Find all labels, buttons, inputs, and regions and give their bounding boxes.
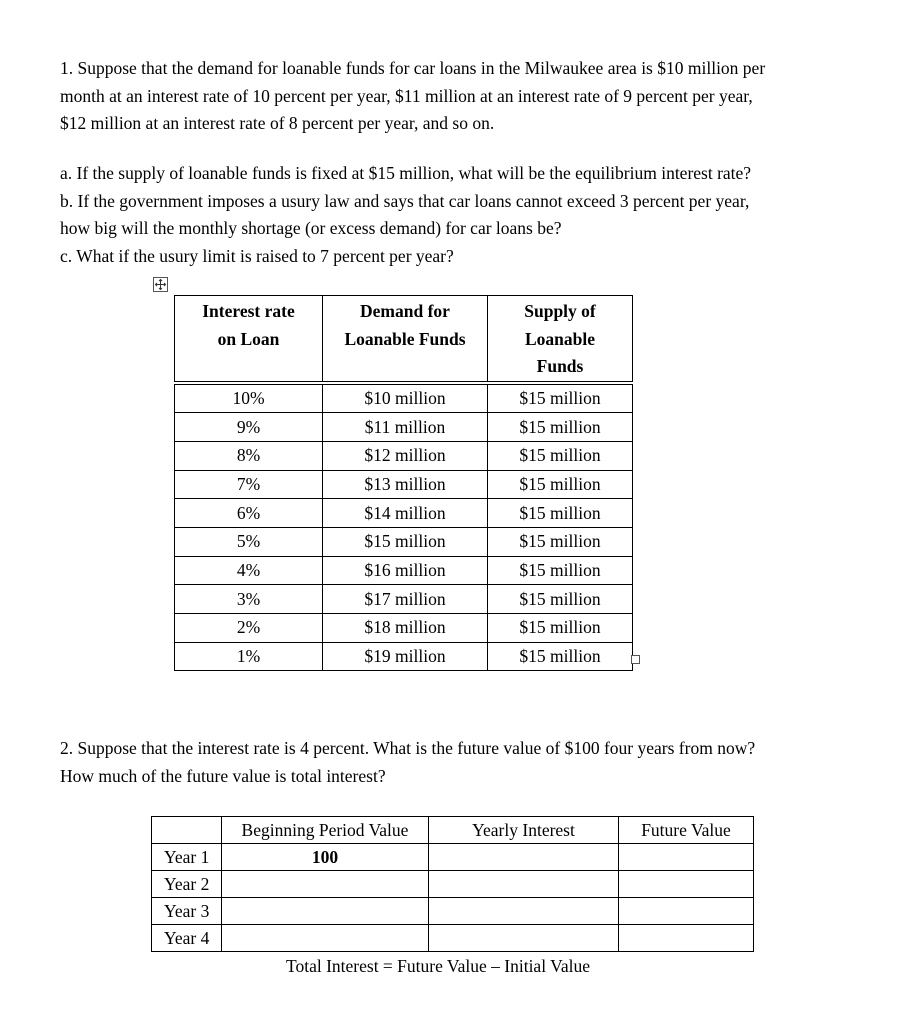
beginning-value-cell[interactable]	[222, 898, 429, 925]
demand-cell: $18 million	[323, 614, 488, 643]
future-value-cell[interactable]	[619, 844, 754, 871]
demand-cell: $13 million	[323, 470, 488, 499]
demand-cell: $16 million	[323, 556, 488, 585]
future-value-cell[interactable]	[619, 925, 754, 952]
header-line: Loanable	[524, 328, 596, 349]
interest-rate-cell: 3%	[175, 585, 323, 614]
supply-cell: $15 million	[488, 441, 633, 470]
supply-cell: $15 million	[488, 527, 633, 556]
year-label: Year 1	[152, 844, 222, 871]
question-2-intro	[60, 735, 880, 790]
header-supply	[488, 296, 633, 383]
year-label: Year 4	[152, 925, 222, 952]
year-label: Year 3	[152, 898, 222, 925]
table-row	[175, 441, 633, 470]
demand-cell: $17 million	[323, 585, 488, 614]
table-row	[175, 527, 633, 556]
table-row	[175, 585, 633, 614]
supply-cell: $15 million	[488, 470, 633, 499]
supply-cell: $15 million	[488, 383, 633, 413]
demand-cell: $19 million	[323, 642, 488, 671]
future-value-header-row	[152, 817, 754, 844]
beginning-value-cell[interactable]: 100	[222, 844, 429, 871]
interest-rate-cell: 5%	[175, 527, 323, 556]
yearly-interest-cell[interactable]	[429, 871, 619, 898]
demand-cell: $12 million	[323, 441, 488, 470]
header-interest-rate	[175, 296, 323, 383]
interest-rate-cell: 6%	[175, 499, 323, 528]
part-b-text-continued: how big will the monthly shortage (or excess demand) for car loans be?	[60, 218, 562, 238]
interest-rate-cell: 4%	[175, 556, 323, 585]
question-1-intro	[60, 55, 880, 138]
table-resize-handle-icon[interactable]	[631, 655, 640, 664]
demand-cell: $11 million	[323, 413, 488, 442]
interest-rate-cell: 2%	[175, 614, 323, 643]
demand-cell: $14 million	[323, 499, 488, 528]
part-c-text: c. What if the usury limit is raised to 7 percent per year?	[60, 245, 454, 266]
header-line: on Loan	[217, 328, 280, 349]
yearly-interest-cell[interactable]	[429, 898, 619, 925]
header-year	[152, 817, 222, 844]
header-future-value: Future Value	[619, 817, 754, 844]
table-row	[175, 470, 633, 499]
interest-rate-cell: 1%	[175, 642, 323, 671]
table-row	[175, 383, 633, 413]
supply-cell: $15 million	[488, 413, 633, 442]
part-a-text: a. If the supply of loanable funds is fixed at $15 million, what will be the equilibrium interest rate?	[60, 163, 752, 183]
question-1-parts	[60, 160, 880, 270]
future-value-cell[interactable]	[619, 871, 754, 898]
loanable-funds-table	[174, 295, 633, 671]
table-row	[152, 844, 754, 871]
header-line: Supply of	[524, 301, 596, 321]
beginning-value-cell[interactable]	[222, 925, 429, 952]
supply-cell: $15 million	[488, 585, 633, 614]
table-row	[152, 925, 754, 952]
interest-rate-cell: 7%	[175, 470, 323, 499]
table-row	[175, 642, 633, 671]
table-move-handle-icon[interactable]	[153, 277, 168, 292]
header-line: Loanable Funds	[344, 328, 466, 349]
header-line: Interest rate	[202, 301, 295, 321]
future-value-table	[151, 816, 754, 952]
supply-cell: $15 million	[488, 556, 633, 585]
interest-rate-cell: 8%	[175, 441, 323, 470]
future-value-cell[interactable]	[619, 898, 754, 925]
header-demand	[323, 296, 488, 383]
table-row	[175, 499, 633, 528]
text-line: month at an interest rate of 10 percent per year, $11 million at an interest rate of 9 percent per year,	[60, 85, 753, 106]
total-interest-formula: Total Interest = Future Value – Initial Value	[286, 956, 590, 976]
interest-rate-cell: 9%	[175, 413, 323, 442]
supply-cell: $15 million	[488, 614, 633, 643]
beginning-value-cell[interactable]	[222, 871, 429, 898]
demand-cell: $10 million	[323, 383, 488, 413]
supply-cell: $15 million	[488, 499, 633, 528]
header-yearly-interest: Yearly Interest	[429, 817, 619, 844]
table-row	[152, 898, 754, 925]
yearly-interest-cell[interactable]	[429, 925, 619, 952]
table-row	[175, 614, 633, 643]
demand-cell: $15 million	[323, 527, 488, 556]
yearly-interest-cell[interactable]	[429, 844, 619, 871]
header-beginning-period-value: Beginning Period Value	[222, 817, 429, 844]
interest-rate-cell: 10%	[175, 383, 323, 413]
table-row	[152, 871, 754, 898]
table-row	[175, 413, 633, 442]
text-line: 1. Suppose that the demand for loanable funds for car loans in the Milwaukee area is $10 million per	[60, 58, 766, 78]
table-row	[175, 556, 633, 585]
loanable-funds-header-row	[175, 296, 633, 383]
text-line: $12 million at an interest rate of 8 percent per year, and so on.	[60, 113, 495, 133]
year-label: Year 2	[152, 871, 222, 898]
supply-cell: $15 million	[488, 642, 633, 671]
header-line: Funds	[536, 356, 584, 376]
header-line: Demand for	[360, 301, 450, 321]
part-b-text: b. If the government imposes a usury law and says that car loans cannot exceed 3 percent per year,	[60, 190, 750, 211]
text-line: 2. Suppose that the interest rate is 4 percent. What is the future value of $100 four years from now?	[60, 738, 756, 758]
text-line: How much of the future value is total interest?	[60, 765, 386, 786]
